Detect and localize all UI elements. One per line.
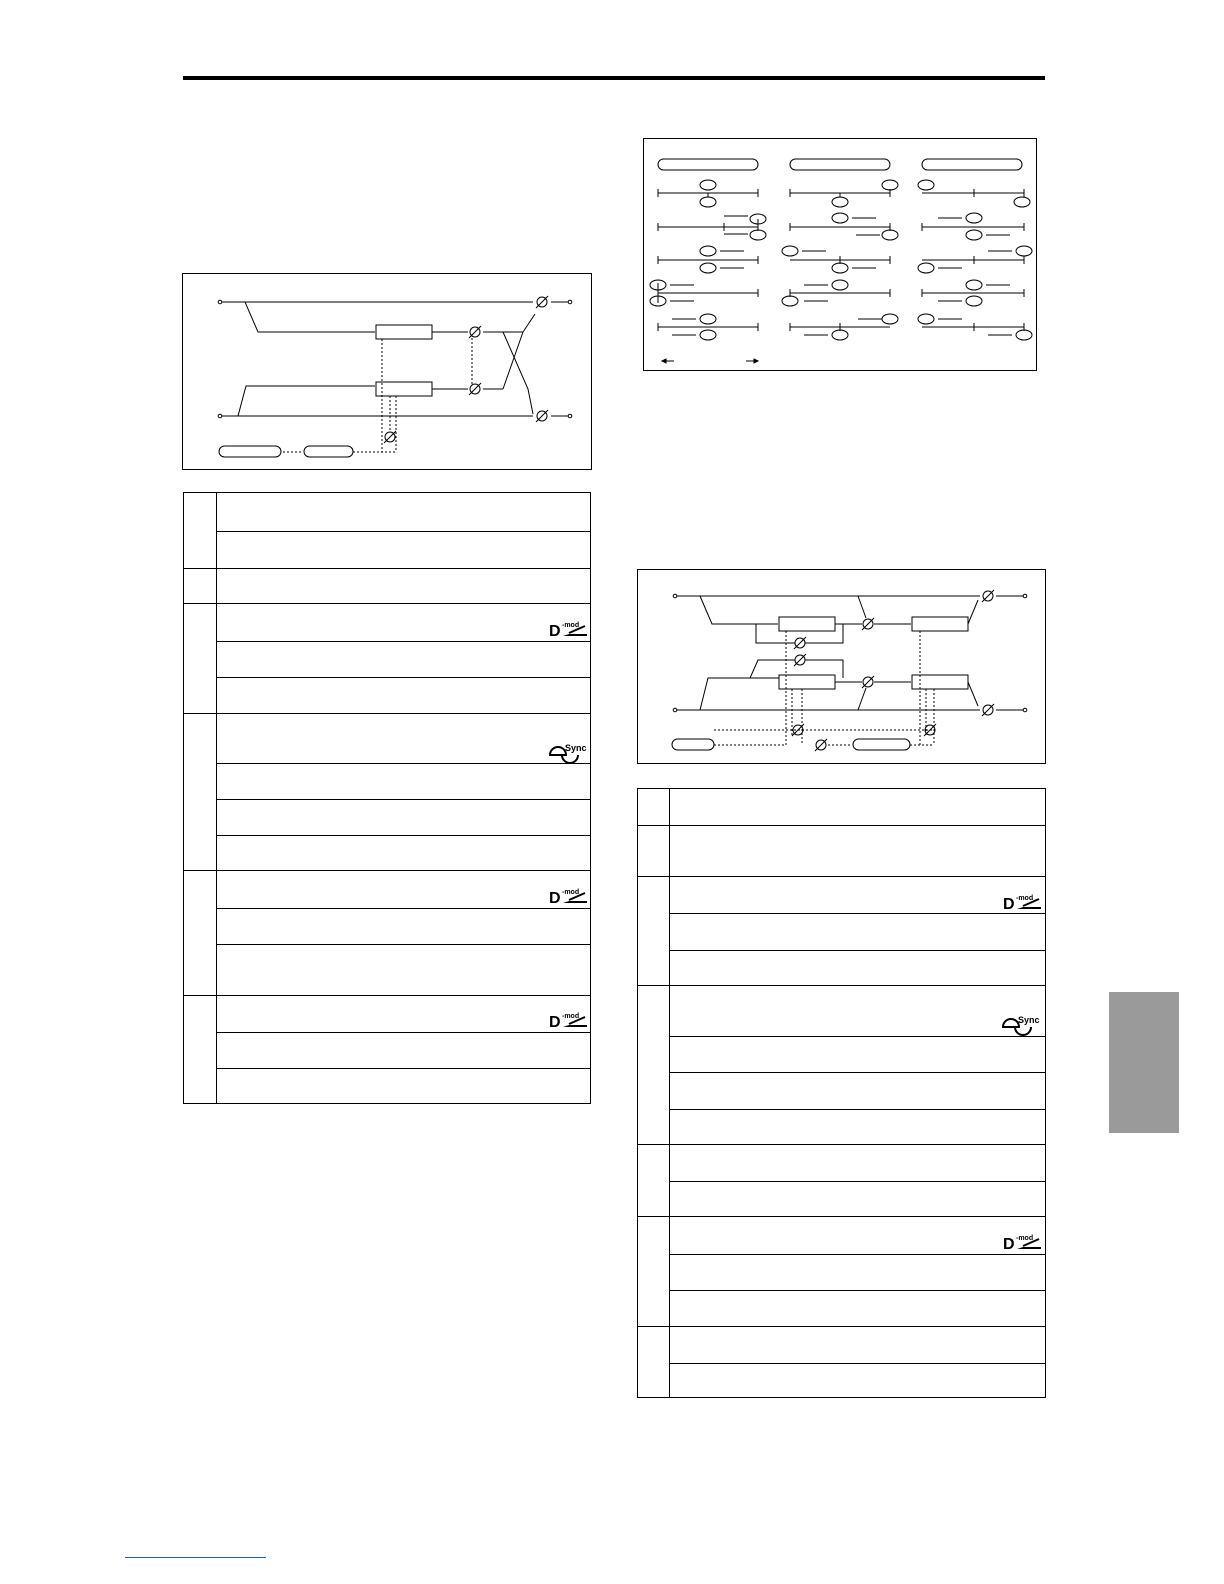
param-group	[638, 1216, 1045, 1326]
svg-text:D: D	[1003, 1236, 1015, 1251]
svg-text:Sync: Sync	[565, 743, 587, 753]
dmod-icon	[1003, 1233, 1043, 1251]
sync-icon	[1001, 1014, 1041, 1036]
dmod-icon	[549, 887, 589, 905]
param-group	[184, 870, 590, 995]
param-group	[184, 995, 590, 1103]
param-row	[670, 1072, 1045, 1109]
param-label-cell	[638, 789, 670, 825]
param-row	[217, 531, 590, 568]
param-group	[638, 1144, 1045, 1216]
routing-matrix-diagram	[643, 138, 1037, 371]
svg-text:-mod: -mod	[562, 1013, 580, 1020]
dmod-icon	[1003, 893, 1043, 911]
param-label-cell	[184, 493, 217, 568]
param-label-cell	[638, 986, 670, 1144]
param-row	[217, 908, 590, 944]
param-row	[217, 799, 590, 835]
param-label-cell	[184, 714, 217, 870]
svg-text:-mod: -mod	[1016, 1235, 1034, 1242]
svg-text:-mod: -mod	[562, 622, 580, 629]
param-row	[670, 913, 1045, 950]
param-row	[217, 944, 590, 996]
param-row	[670, 950, 1045, 986]
param-row	[670, 1036, 1045, 1072]
svg-text:D: D	[549, 890, 561, 905]
param-row	[217, 763, 590, 799]
param-row	[670, 1181, 1045, 1217]
param-row	[217, 835, 590, 871]
parameter-table-right	[637, 788, 1046, 1398]
param-row	[217, 677, 590, 714]
param-group	[638, 825, 1045, 876]
param-group	[638, 985, 1045, 1144]
param-label-cell	[638, 877, 670, 985]
param-label-cell	[638, 1145, 670, 1216]
param-row	[217, 641, 590, 677]
block-diagram-left	[182, 273, 592, 470]
block-diagram-right	[637, 569, 1046, 764]
dmod-icon	[549, 620, 589, 638]
footer-link-underline[interactable]	[125, 1557, 266, 1558]
param-label-cell	[638, 826, 670, 876]
param-group	[184, 713, 590, 870]
param-group	[638, 1326, 1045, 1397]
param-group	[184, 603, 590, 713]
svg-text:-mod: -mod	[1016, 895, 1034, 902]
param-group	[184, 568, 590, 603]
param-label-cell	[638, 1327, 670, 1397]
param-group	[638, 876, 1045, 985]
svg-text:D: D	[549, 1014, 561, 1029]
param-row	[670, 1290, 1045, 1327]
param-label-cell	[184, 604, 217, 713]
svg-text:D: D	[1003, 896, 1015, 911]
param-row	[670, 1109, 1045, 1145]
dmod-icon	[549, 1011, 589, 1029]
param-row	[670, 1254, 1045, 1290]
param-row	[217, 1032, 590, 1068]
svg-text:Sync: Sync	[1018, 1015, 1040, 1025]
svg-text:D: D	[549, 623, 561, 638]
param-row	[670, 1363, 1045, 1398]
param-row	[217, 1068, 590, 1104]
param-group	[638, 789, 1045, 825]
param-label-cell	[184, 996, 217, 1103]
sync-icon	[548, 742, 588, 764]
parameter-table-left	[183, 492, 591, 1104]
param-label-cell	[184, 871, 217, 995]
header-rule	[183, 76, 1045, 80]
chapter-side-tab	[1109, 992, 1179, 1133]
param-label-cell	[184, 569, 217, 603]
param-group	[184, 493, 590, 568]
param-label-cell	[638, 1217, 670, 1326]
svg-text:-mod: -mod	[562, 889, 580, 896]
